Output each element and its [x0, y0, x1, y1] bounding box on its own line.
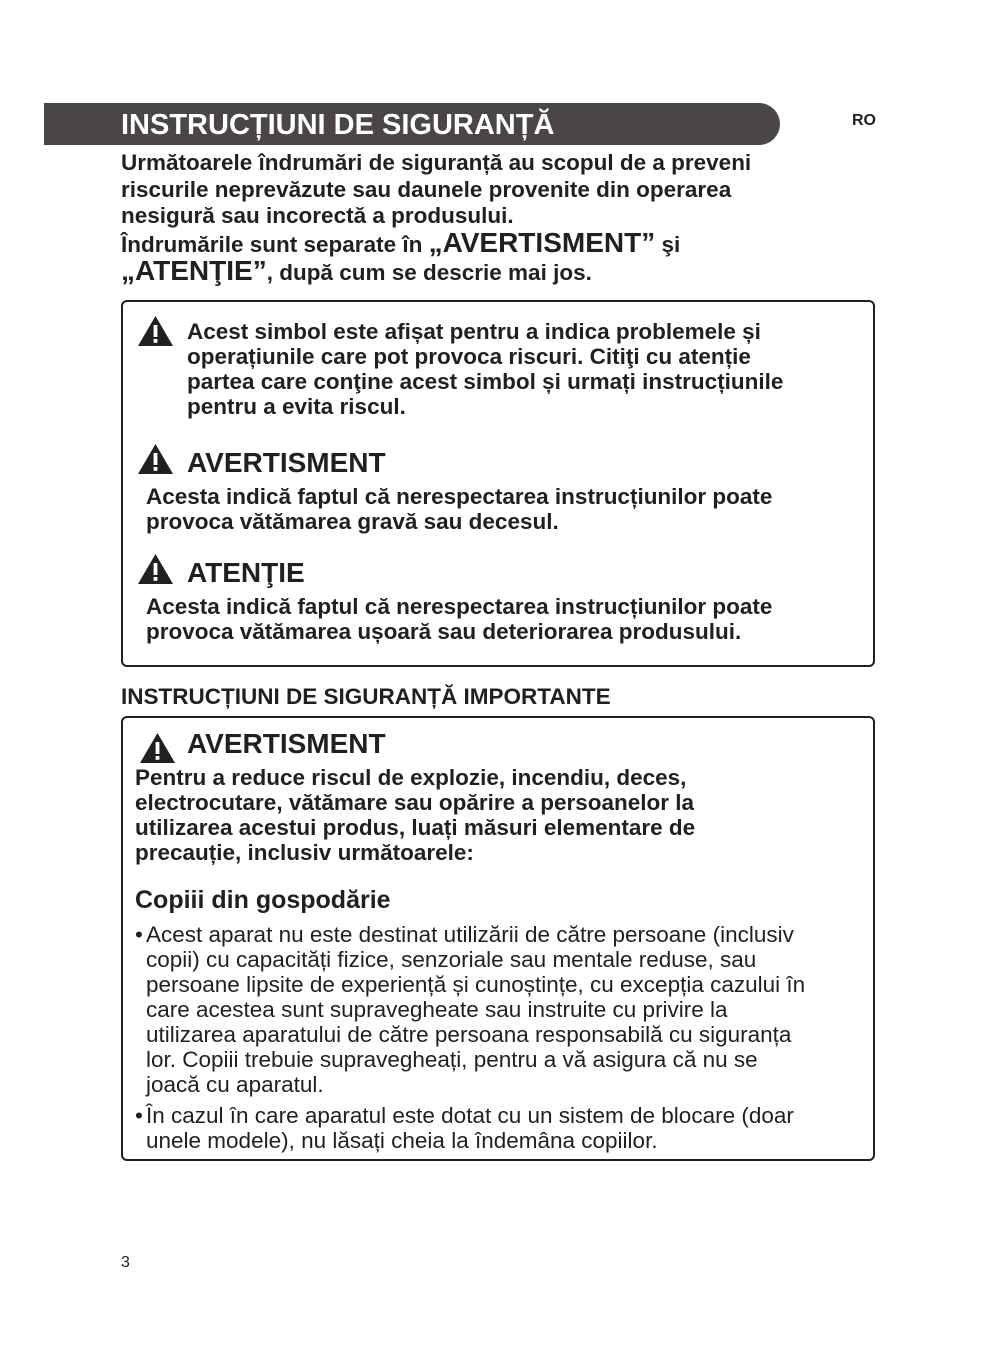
text-line: Acest aparat nu este destinat utilizării de către persoane (inclusiv	[146, 922, 794, 947]
text-line: Acest simbol este afișat pentru a indica problemele și	[187, 319, 761, 344]
text-line: În cazul în care aparatul este dotat cu un sistem de blocare (doar	[146, 1103, 794, 1128]
text-line: Pentru a reduce riscul de explozie, incendiu, deces,	[135, 765, 687, 790]
caution-heading: ATENŢIE	[187, 557, 305, 588]
text-line: provoca vătămarea ușoară sau deteriorarea produsului.	[146, 619, 742, 644]
warning-triangle-icon	[137, 315, 174, 347]
page-number: 3	[121, 1254, 130, 1271]
warning-heading: AVERTISMENT	[187, 728, 386, 759]
text-line: joacă cu aparatul.	[146, 1072, 324, 1097]
symbol-legend-box	[121, 300, 875, 667]
intro-text: Îndrumările sunt separate în	[121, 231, 429, 257]
list-item	[135, 1103, 865, 1153]
text-line: Acesta indică faptul că nerespectarea instrucțiunilor poate	[146, 484, 773, 509]
symbol-description	[187, 319, 783, 419]
warning-triangle-icon	[137, 553, 174, 585]
intro-line: riscurile neprevăzute sau daunele provenite din operarea	[121, 176, 732, 202]
intro-line: nesigură sau incorectă a produsului.	[121, 203, 514, 228]
text-line: utilizarea aparatului de către persoana responsabilă cu siguranța	[146, 1022, 792, 1047]
section-title: INSTRUCȚIUNI DE SIGURANȚĂ IMPORTANTE	[121, 684, 611, 709]
text-line: Acesta indică faptul că nerespectarea instrucțiunilor poate	[146, 594, 773, 619]
subheading: Copiii din gospodărie	[135, 886, 391, 914]
intro-line	[121, 255, 861, 287]
warning-heading: AVERTISMENT	[187, 447, 386, 478]
text-line: precauție, inclusiv următoarele:	[135, 840, 474, 865]
bullet-list	[135, 922, 865, 1159]
warning-triangle-icon	[139, 732, 176, 764]
list-item	[135, 922, 865, 1097]
intro-keyword-caution: „ATENŢIE”	[121, 255, 267, 286]
text-line: copii) cu capacități fizice, senzoriale sau mentale reduse, sau	[146, 947, 757, 972]
text-line: partea care conţine acest simbol și urmați instrucțiunile	[187, 369, 784, 394]
text-line: lor. Copiii trebuie supravegheați, pentru a vă asigura că nu se	[146, 1047, 758, 1072]
intro-text: şi	[655, 231, 681, 257]
warning-triangle-icon	[137, 443, 174, 475]
text-line: persoane lipsite de experiență și cunoștințe, cu excepția cazului în	[146, 972, 806, 997]
text-line: operațiunile care pot provoca riscuri. Citiţi cu atenție	[187, 344, 751, 369]
caution-description	[146, 594, 772, 644]
text-line: provoca vătămarea gravă sau decesul.	[146, 509, 559, 534]
intro-text: , după cum se descrie mai jos.	[266, 260, 592, 285]
intro-line: Următoarele îndrumări de siguranță au scopul de a preveni	[121, 150, 752, 175]
text-line: care acestea sunt supravegheate sau instruite cu privire la	[146, 997, 728, 1022]
text-line: electrocutare, vătămare sau opărire a persoanelor la	[135, 790, 695, 815]
intro-keyword-warning: „AVERTISMENT”	[428, 226, 656, 258]
important-warning-box	[121, 716, 875, 1161]
text-line: unele modele), nu lăsați cheia la îndemâna copiilor.	[146, 1128, 658, 1153]
language-label: RO	[852, 112, 876, 129]
text-line: pentru a evita riscul.	[187, 394, 406, 419]
text-line: utilizarea acestui produs, luați măsuri elementare de	[135, 815, 696, 840]
bullet: •	[135, 922, 143, 947]
bullet: •	[135, 1103, 143, 1128]
page-title: INSTRUCȚIUNI DE SIGURANȚĂ	[121, 109, 555, 141]
intro-paragraph	[121, 150, 861, 287]
warning-text	[135, 765, 695, 865]
intro-line	[121, 226, 861, 259]
warning-description	[146, 484, 772, 534]
